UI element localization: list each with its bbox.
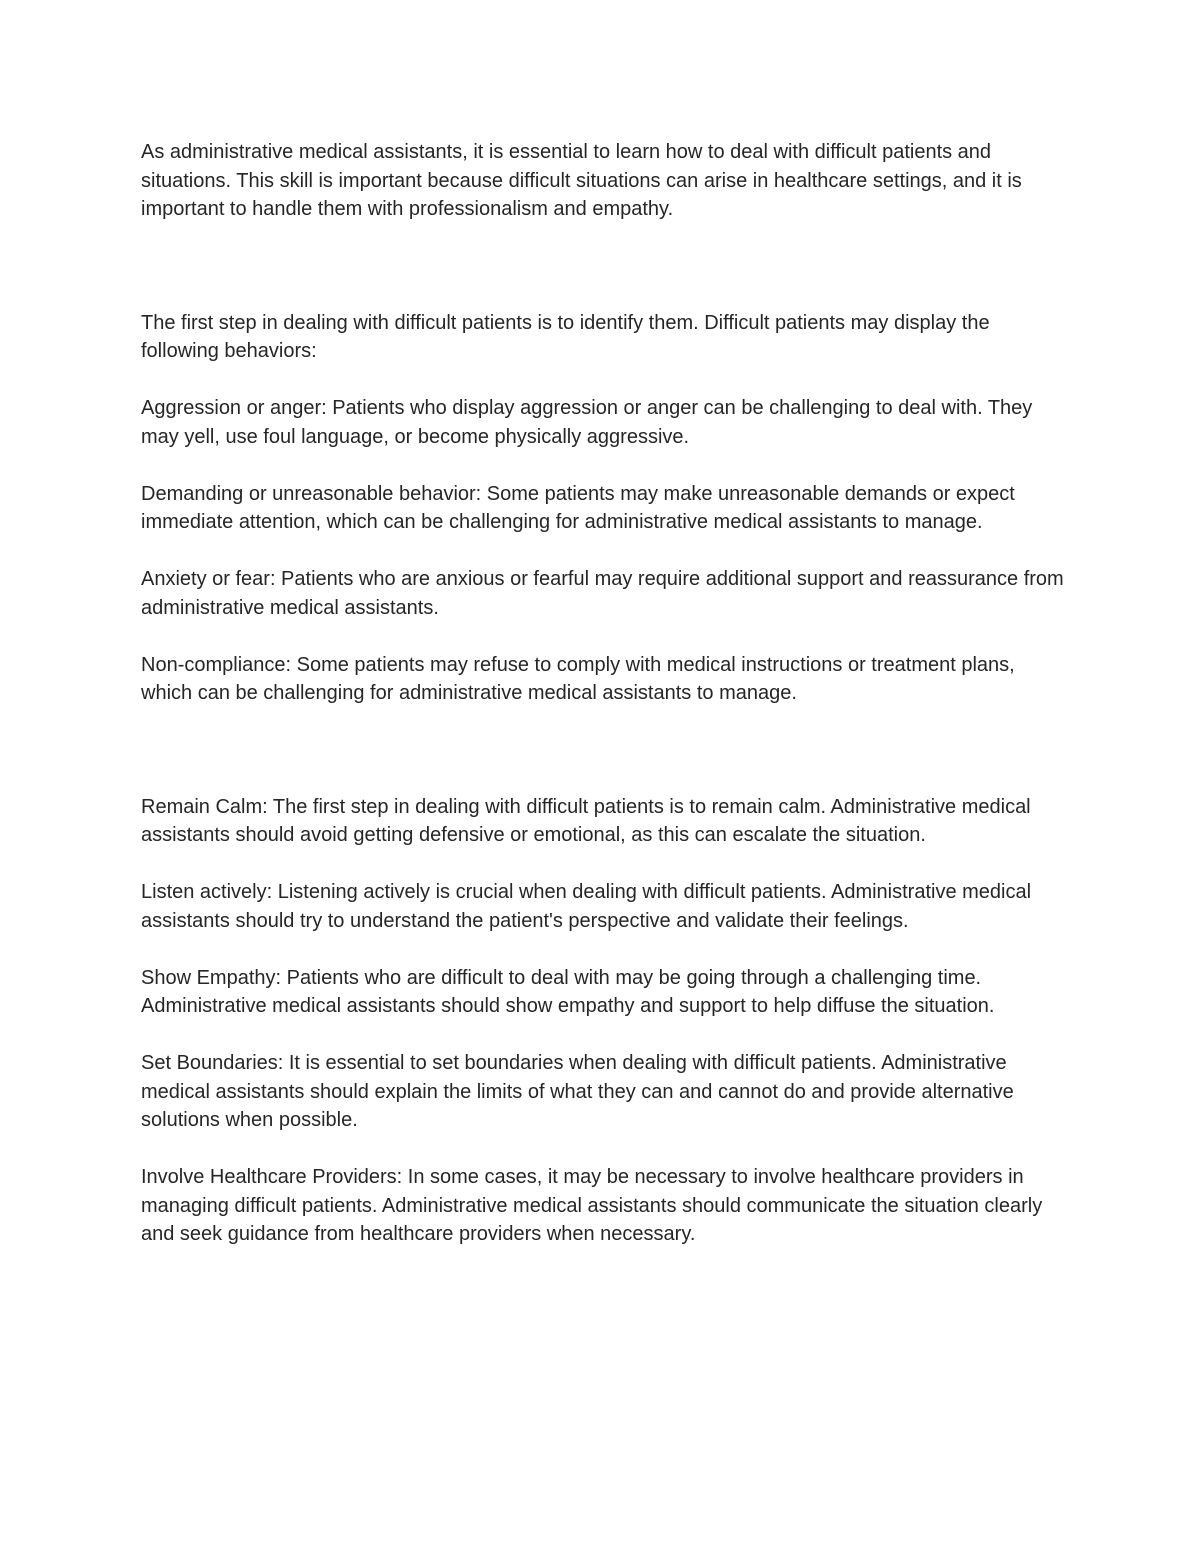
behavior-demanding-paragraph: Demanding or unreasonable behavior: Some patients may make unreasonable demands or expect immediate attention, which can be challenging for administrative medical assistants to manage. [141, 482, 1015, 533]
document-body [141, 138, 1071, 1249]
spacer [141, 1135, 1071, 1164]
spacer [141, 366, 1071, 395]
spacer [141, 708, 1071, 793]
strategy-set-boundaries-paragraph: Set Boundaries: It is essential to set boundaries when dealing with difficult patients. Administrative medical assistants should explain the limits of what they can and cannot do and provide alternative solutions when possible. [141, 1052, 1014, 1131]
spacer [141, 537, 1071, 566]
behavior-aggression-paragraph: Aggression or anger: Patients who display aggression or anger can be challenging to deal with. They may yell, use foul language, or become physically aggressive. [141, 397, 1033, 448]
spacer [141, 622, 1071, 651]
spacer [141, 451, 1071, 480]
behavior-noncompliance-paragraph: Non-compliance: Some patients may refuse to comply with medical instructions or treatment plans, which can be challenging for administrative medical assistants to manage. [141, 653, 1015, 704]
intro-paragraph: As administrative medical assistants, it is essential to learn how to deal with difficult patients and situations. This skill is important because difficult situations can arise in healthcare settings, and it is important to handle them with professionalism and empathy. [141, 141, 1022, 220]
strategy-involve-providers-paragraph: Involve Healthcare Providers: In some cases, it may be necessary to involve healthcare providers in managing difficult patients. Administrative medical assistants should communicate the situation clearly and seek guidance from healthcare providers when necessary. [141, 1166, 1043, 1245]
strategy-show-empathy-paragraph: Show Empathy: Patients who are difficult to deal with may be going through a challenging time. Administrative medical assistants should show empathy and support to help diffuse the situation. [141, 966, 995, 1017]
spacer [141, 224, 1071, 309]
behavior-anxiety-paragraph: Anxiety or fear: Patients who are anxious or fearful may require additional support and reassurance from administrative medical assistants. [141, 568, 1064, 619]
identify-intro-paragraph: The first step in dealing with difficult patients is to identify them. Difficult patients may display the following behaviors: [141, 311, 990, 362]
strategy-listen-actively-paragraph: Listen actively: Listening actively is crucial when dealing with difficult patients. Administrative medical assistants should try to understand the patient's perspective and validate their feelings. [141, 881, 1032, 932]
spacer [141, 850, 1071, 879]
spacer [141, 935, 1071, 964]
strategy-remain-calm-paragraph: Remain Calm: The first step in dealing with difficult patients is to remain calm. Administrative medical assistants should avoid getting defensive or emotional, as this can escalate the situation. [141, 795, 1031, 846]
spacer [141, 1021, 1071, 1050]
